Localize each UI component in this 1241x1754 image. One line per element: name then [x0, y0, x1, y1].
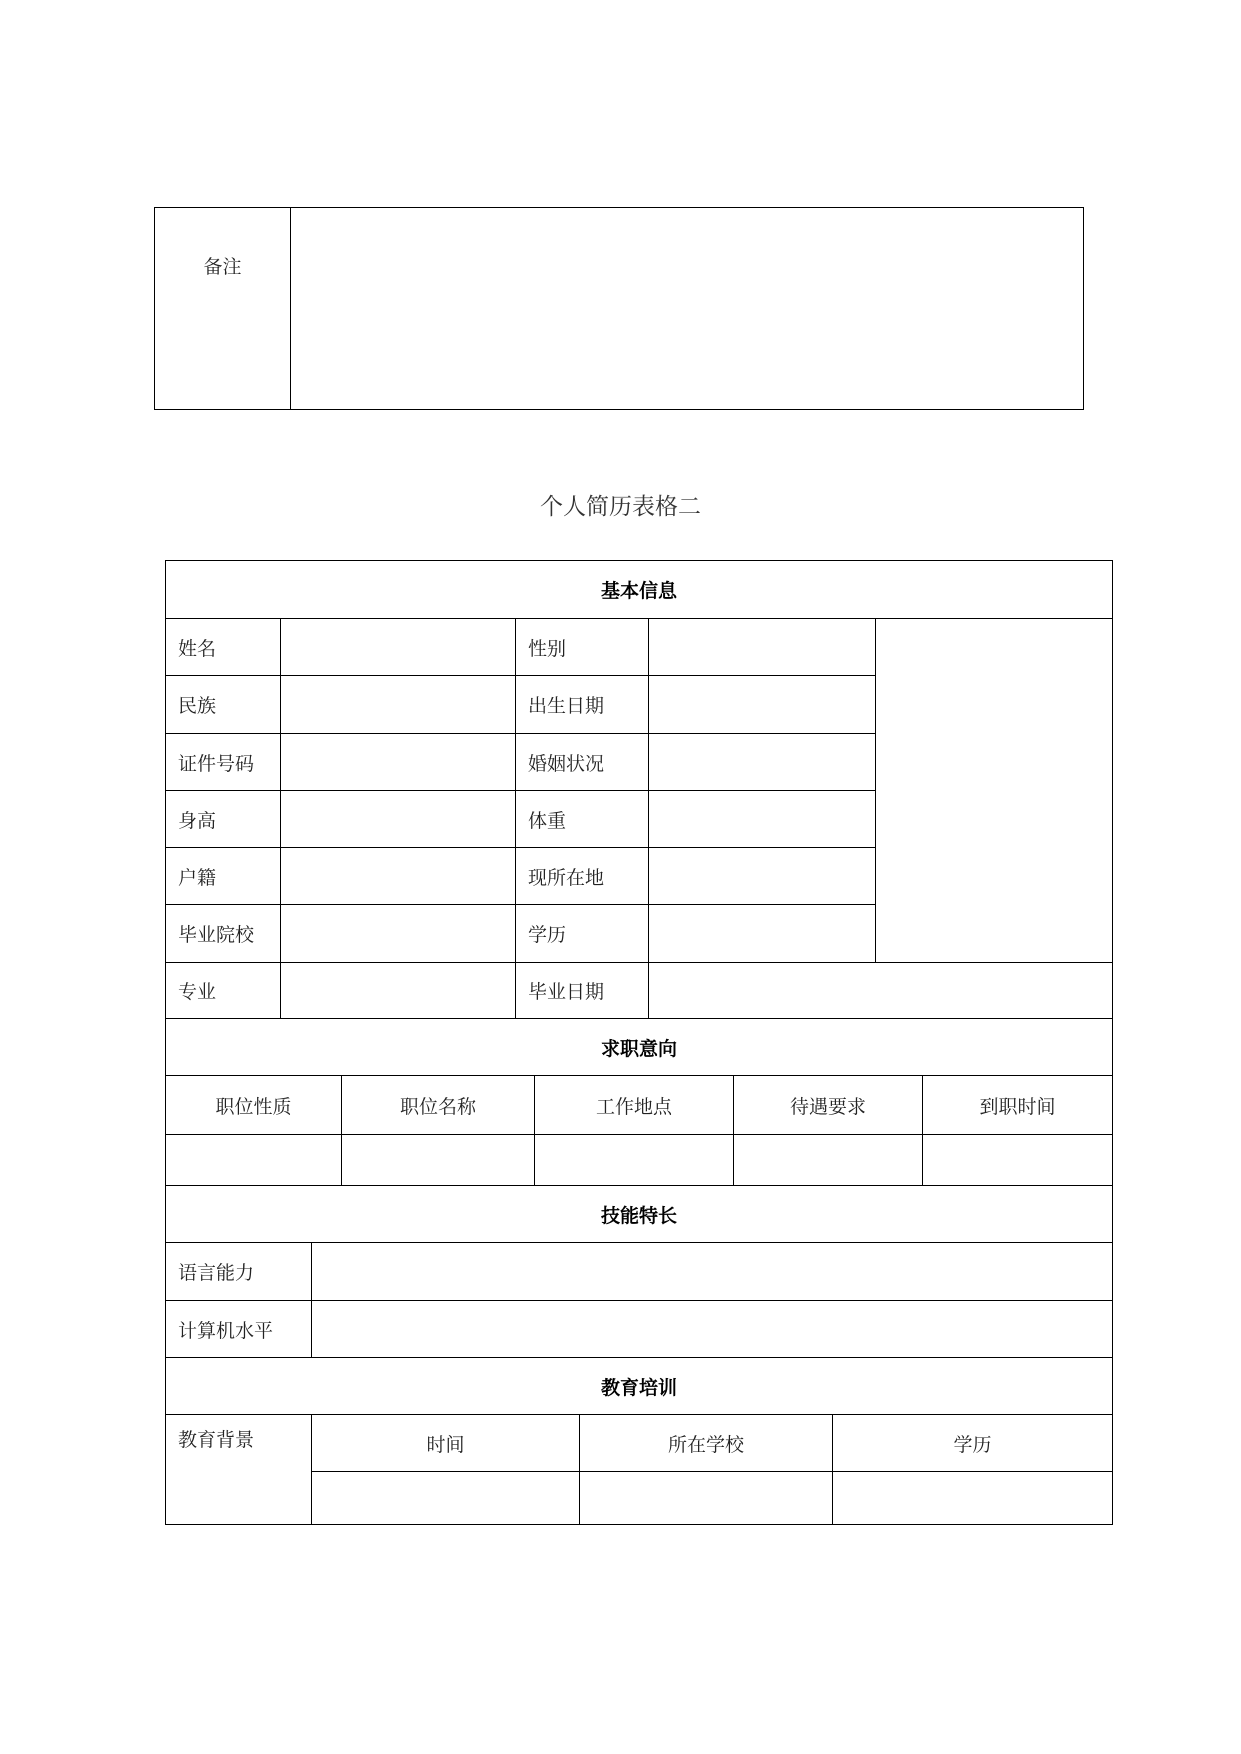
field-value[interactable] [648, 675, 876, 734]
column-header-text: 职位性质 [215, 1095, 292, 1118]
field-value[interactable] [648, 618, 876, 676]
field-label-text: 证件号码 [178, 752, 255, 775]
field-label [515, 675, 649, 734]
photo-cell[interactable] [875, 618, 1113, 963]
skill-label-text: 语言能力 [178, 1262, 255, 1284]
field-label [515, 790, 649, 848]
section-header-job-intent-text: 求职意向 [600, 1037, 677, 1060]
field-label [515, 733, 649, 791]
field-label-text: 性别 [528, 637, 567, 660]
column-header [579, 1414, 833, 1472]
field-label [165, 675, 281, 734]
field-value[interactable] [648, 847, 876, 905]
column-header-text: 工作地点 [595, 1095, 672, 1118]
education-value[interactable] [311, 1471, 580, 1525]
field-value[interactable] [648, 790, 876, 848]
field-label [515, 904, 649, 963]
field-value[interactable] [280, 904, 516, 963]
page-title: 个人简历表格二 [540, 494, 701, 520]
field-label [165, 733, 281, 791]
column-header-text: 所在学校 [667, 1433, 744, 1456]
remarks-label-cell [154, 207, 291, 410]
field-label [165, 847, 281, 905]
remarks-label: 备注 [203, 256, 242, 278]
field-label [515, 618, 649, 676]
field-label [515, 962, 649, 1019]
field-label-text: 毕业日期 [528, 981, 605, 1003]
skill-label [165, 1242, 312, 1301]
field-label-text: 出生日期 [528, 695, 605, 717]
field-label [515, 847, 649, 905]
field-label [165, 790, 281, 848]
field-label-text: 毕业院校 [178, 924, 255, 946]
field-label [165, 618, 281, 676]
education-background-label [165, 1414, 312, 1525]
field-label-text: 现所在地 [528, 866, 605, 889]
field-label [165, 962, 281, 1019]
section-header-basic-info-text: 基本信息 [600, 580, 677, 602]
education-background-label-text: 教育背景 [178, 1429, 255, 1451]
field-label-text: 专业 [178, 981, 217, 1003]
field-value[interactable] [280, 618, 516, 676]
column-header-text: 待遇要求 [789, 1095, 866, 1118]
section-header-skills [165, 1185, 1113, 1243]
field-label-text: 婚姻状况 [528, 752, 605, 775]
column-header-text: 到职时间 [979, 1095, 1056, 1118]
column-header [341, 1075, 535, 1135]
column-header [922, 1075, 1113, 1135]
skill-label [165, 1300, 312, 1358]
remarks-value-cell[interactable] [290, 207, 1084, 410]
job-value[interactable] [165, 1134, 342, 1186]
education-value[interactable] [579, 1471, 833, 1525]
section-header-job-intent [165, 1018, 1113, 1076]
column-header-text: 职位名称 [399, 1095, 476, 1118]
column-header [832, 1414, 1113, 1472]
field-label-text: 姓名 [178, 637, 217, 660]
job-value[interactable] [534, 1134, 734, 1186]
field-label [165, 904, 281, 963]
section-header-basic-info [165, 560, 1113, 619]
field-value[interactable] [280, 847, 516, 905]
skill-label-text: 计算机水平 [178, 1319, 274, 1342]
field-value[interactable] [648, 962, 1113, 1019]
column-header [165, 1075, 342, 1135]
column-header [733, 1075, 923, 1135]
field-value[interactable] [280, 790, 516, 848]
field-value[interactable] [280, 675, 516, 734]
job-value[interactable] [922, 1134, 1113, 1186]
field-label-text: 户籍 [178, 866, 217, 889]
column-header-text: 学历 [953, 1433, 992, 1456]
field-label-text: 体重 [528, 809, 567, 832]
field-label-text: 身高 [178, 809, 217, 832]
field-value[interactable] [280, 733, 516, 791]
section-header-skills-text: 技能特长 [600, 1204, 677, 1227]
skill-value[interactable] [311, 1300, 1113, 1358]
job-value[interactable] [341, 1134, 535, 1186]
field-value[interactable] [280, 962, 516, 1019]
section-header-education-text: 教育培训 [600, 1376, 677, 1399]
section-header-education [165, 1357, 1113, 1415]
field-value[interactable] [648, 733, 876, 791]
job-value[interactable] [733, 1134, 923, 1186]
field-value[interactable] [648, 904, 876, 963]
field-label-text: 学历 [528, 924, 567, 946]
column-header [534, 1075, 734, 1135]
column-header [311, 1414, 580, 1472]
education-value[interactable] [832, 1471, 1113, 1525]
column-header-text: 时间 [426, 1433, 465, 1456]
skill-value[interactable] [311, 1242, 1113, 1301]
field-label-text: 民族 [178, 695, 217, 717]
